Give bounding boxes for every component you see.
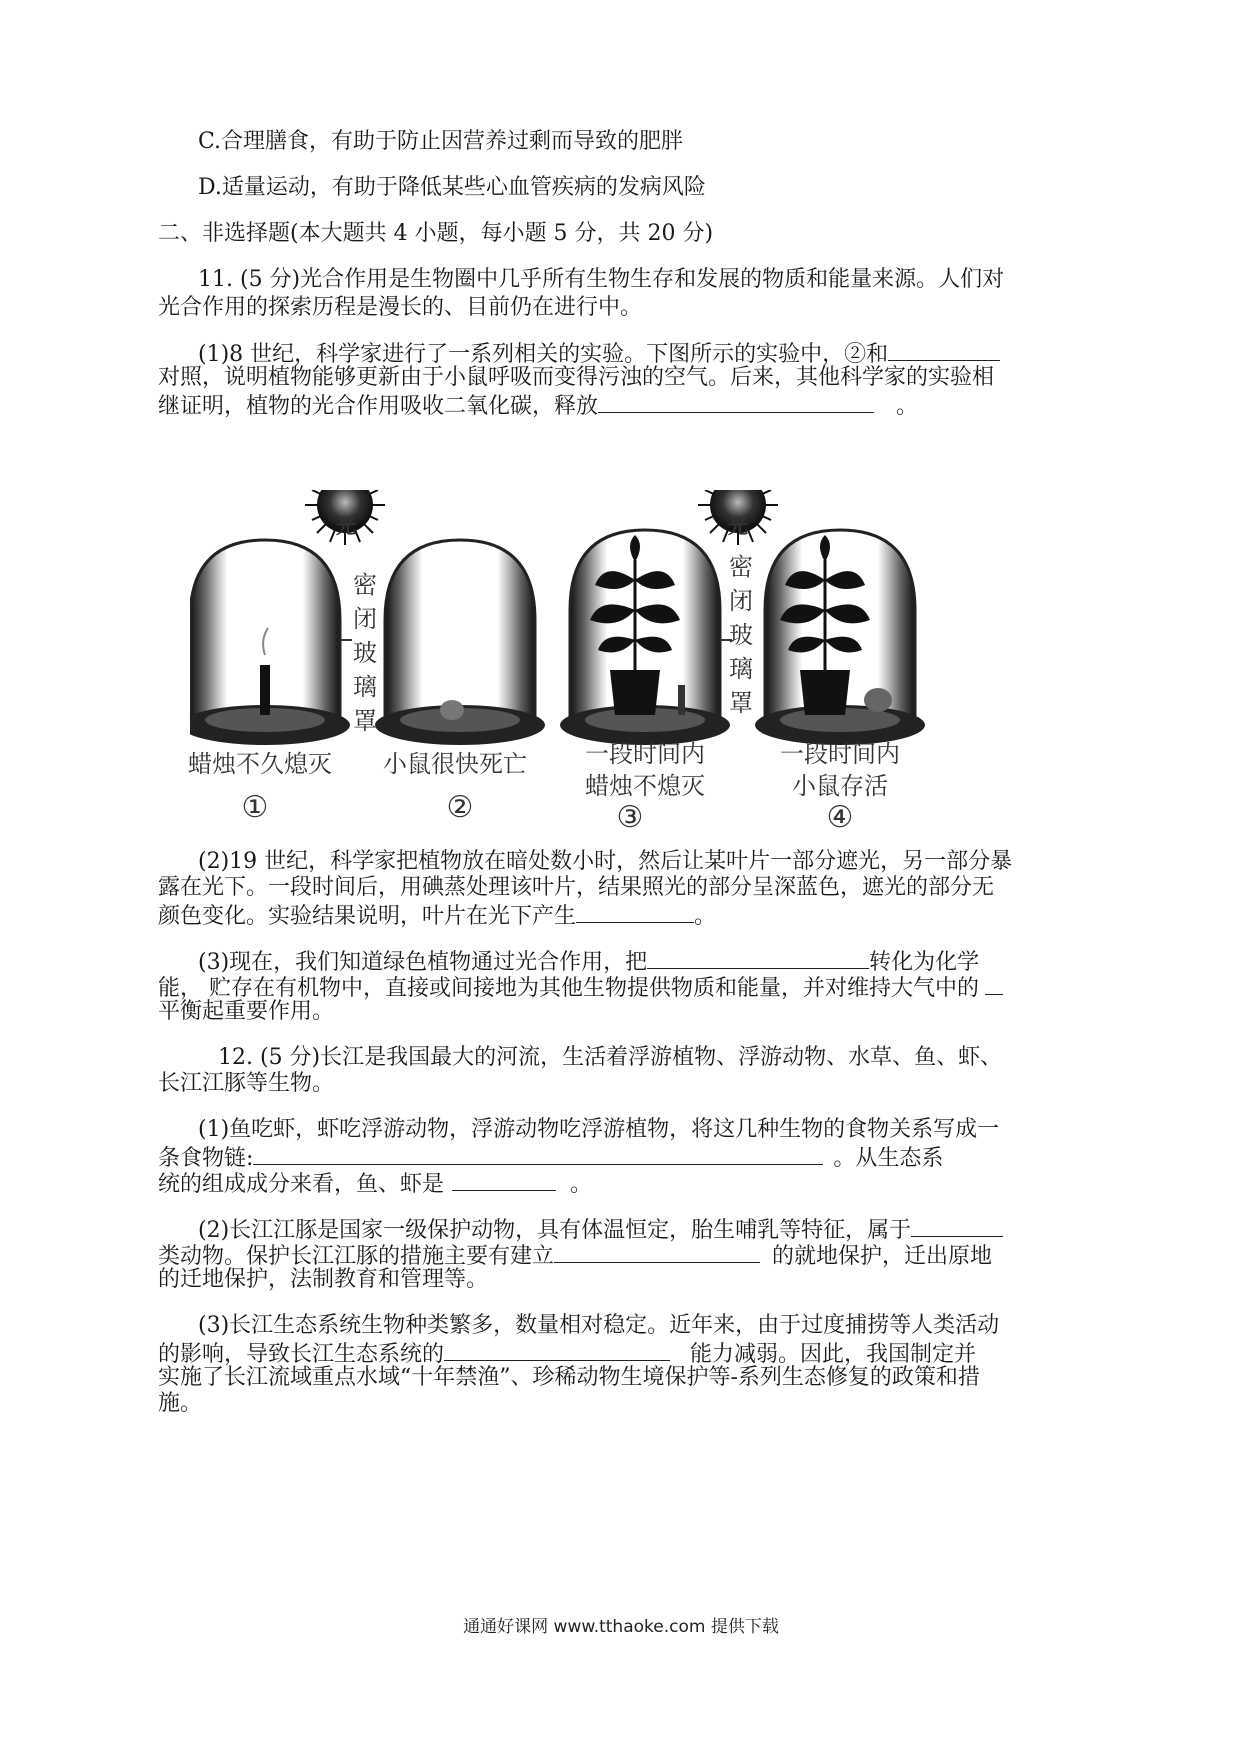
glass-label-char: 罩 [729, 689, 753, 717]
glass-label-2 [726, 550, 756, 720]
light-label: 光 [336, 514, 356, 538]
q11-p1-text: (1)8 世纪，科学家进行了一系列相关的实验。下图所示的实验中，②和 [198, 342, 889, 367]
q12-p3-text2: 的影响，导致长江生态系统的 [158, 1342, 445, 1367]
q12-p3-end2: 能力减弱。因此，我国制定并 [690, 1342, 977, 1367]
answer-blank[interactable] [647, 946, 869, 969]
mouse-icon [864, 688, 892, 712]
q11-stem-cont: 光合作用的探索历程是漫长的、目前仍在进行中。 [158, 295, 643, 320]
section-header: 二、非选择题(本大题共 4 小题，每小题 5 分，共 20 分) [158, 221, 714, 246]
q12-p2-end2: 的就地保护，迁出原地 [772, 1244, 993, 1269]
glass-label-char: 罩 [353, 707, 377, 735]
caption-line: 蜡烛不熄灭 [585, 772, 705, 800]
q11-p2-cont: 露在光下。一段时间后，用碘蒸处理该叶片，结果照光的部分呈深蓝色，遮光的部分无 [158, 875, 995, 900]
q12-p1-text3: 统的组成成分来看，鱼、虾是 [158, 1172, 445, 1197]
answer-blank[interactable] [444, 1338, 670, 1361]
q12-p3-cont3: 施。 [158, 1391, 203, 1416]
caption-1 [180, 748, 340, 780]
q12-stem-cont: 长江江豚等生物。 [158, 1071, 335, 1096]
option-c: C.合理膳食，有助于防止因营养过剩而导致的肥胖 [198, 129, 684, 154]
q11-p1-cont: 对照，说明植物能够更新由于小鼠呼吸而变得污浊的空气。后来，其他科学家的实验相 [158, 365, 995, 390]
caption-line: 小鼠很快死亡 [383, 750, 527, 778]
answer-blank[interactable] [888, 338, 1000, 361]
glass-label-char: 璃 [353, 673, 377, 701]
q12-p1-end3: 。 [570, 1172, 593, 1197]
q11-p3-text: (3)现在，我们知道绿色植物通过光合作用，把 [198, 950, 648, 975]
caption-line: 一段时间内 [780, 740, 900, 768]
glass-label-char: 密 [353, 571, 377, 599]
q11-p2: (2)19 世纪，科学家把植物放在暗处数小时，然后让某叶片一部分遮光，另一部分暴 [198, 849, 1013, 874]
glass-label-1 [350, 568, 380, 738]
caption-line: 小鼠存活 [792, 772, 888, 800]
answer-blank[interactable] [598, 390, 874, 413]
q12-p1-text2: 条食物链: [158, 1146, 254, 1171]
answer-blank[interactable] [576, 900, 694, 923]
q12-p1-end2: 。从生态系 [833, 1146, 944, 1171]
answer-blank[interactable] [253, 1142, 823, 1165]
candle-icon [678, 685, 685, 715]
figure-number-1: ① [241, 790, 269, 825]
caption-line: 一段时间内 [585, 740, 705, 768]
q11-p3-cont2: 平衡起重要作用。 [158, 999, 335, 1024]
q11-stem: 11. (5 分)光合作用是生物圈中几乎所有生物生存和发展的物质和能量来源。人们对 [198, 267, 1005, 292]
mouse-icon [440, 700, 464, 720]
caption-line: 蜡烛不久熄灭 [188, 750, 332, 778]
q11-p3-end: 转化为化学 [869, 950, 980, 975]
q11-p1-cont2 [158, 390, 918, 421]
answer-blank[interactable] [985, 972, 1003, 995]
bell-jar-1 [190, 540, 350, 745]
q11-p2-text3: 颜色变化。实验结果说明，叶片在光下产生 [158, 904, 577, 929]
bell-jar-3 [560, 530, 730, 745]
q12-p3-cont2: 实施了长江流域重点水域“十年禁渔”、珍稀动物生境保护等-系列生态修复的政策和措 [158, 1365, 980, 1390]
figure-number-3: ③ [616, 800, 644, 835]
answer-blank[interactable] [452, 1168, 556, 1191]
q12-p3: (3)长江生态系统生物种类繁多，数量相对稳定。近年来，由于过度捕捞等人类活动 [198, 1313, 1000, 1338]
light-label: 光 [728, 514, 748, 538]
glass-label-char: 玻 [353, 639, 377, 667]
glass-label-char: 璃 [729, 655, 753, 683]
answer-blank[interactable] [554, 1240, 760, 1263]
bell-jar-4 [755, 530, 925, 745]
caption-4 [760, 738, 920, 802]
q12-p1-cont2 [158, 1168, 592, 1199]
q12-p2-cont2: 的迁地保护，法制教育和管理等。 [158, 1267, 489, 1292]
q11-p1-text3: 继证明，植物的光合作用吸收二氧化碳，释放 [158, 394, 599, 419]
q12-p2-text: (2)长江江豚是国家一级保护动物，具有体温恒定，胎生哺乳等特征，属于 [198, 1218, 912, 1243]
option-d: D.适量运动，有助于降低某些心血管疾病的发病风险 [198, 175, 706, 200]
answer-blank[interactable] [911, 1214, 1003, 1237]
glass-label-char: 密 [729, 553, 753, 581]
bell-jar-2 [375, 540, 545, 745]
figure-number-2: ② [446, 790, 474, 825]
q11-p3-text2: 能， 贮存在有机物中，直接或间接地为其他生物提供物质和能量，并对维持大气中的 [158, 976, 979, 1001]
candle-icon [260, 665, 270, 715]
glass-label-char: 玻 [729, 621, 753, 649]
q12-p1: (1)鱼吃虾，虾吃浮游动物，浮游动物吃浮游植物，将这几种生物的食物关系写成一 [198, 1117, 1000, 1142]
q12-stem: 12. (5 分)长江是我国最大的河流，生活着浮游植物、浮游动物、水草、鱼、虾、 [218, 1045, 1003, 1070]
glass-label-char: 闭 [353, 605, 377, 633]
glass-label-char: 闭 [729, 587, 753, 615]
q12-p2-text2: 类动物。保护长江江豚的措施主要有建立 [158, 1244, 555, 1269]
q11-p1-end: 。 [896, 394, 919, 419]
q11-p2-end: 。 [694, 904, 717, 929]
caption-2 [375, 748, 535, 780]
caption-3 [565, 738, 725, 802]
figure-number-4: ④ [826, 800, 854, 835]
page-footer: 通通好课网 www.tthaoke.com 提供下载 [463, 1617, 779, 1637]
q11-p2-cont2 [158, 900, 716, 931]
